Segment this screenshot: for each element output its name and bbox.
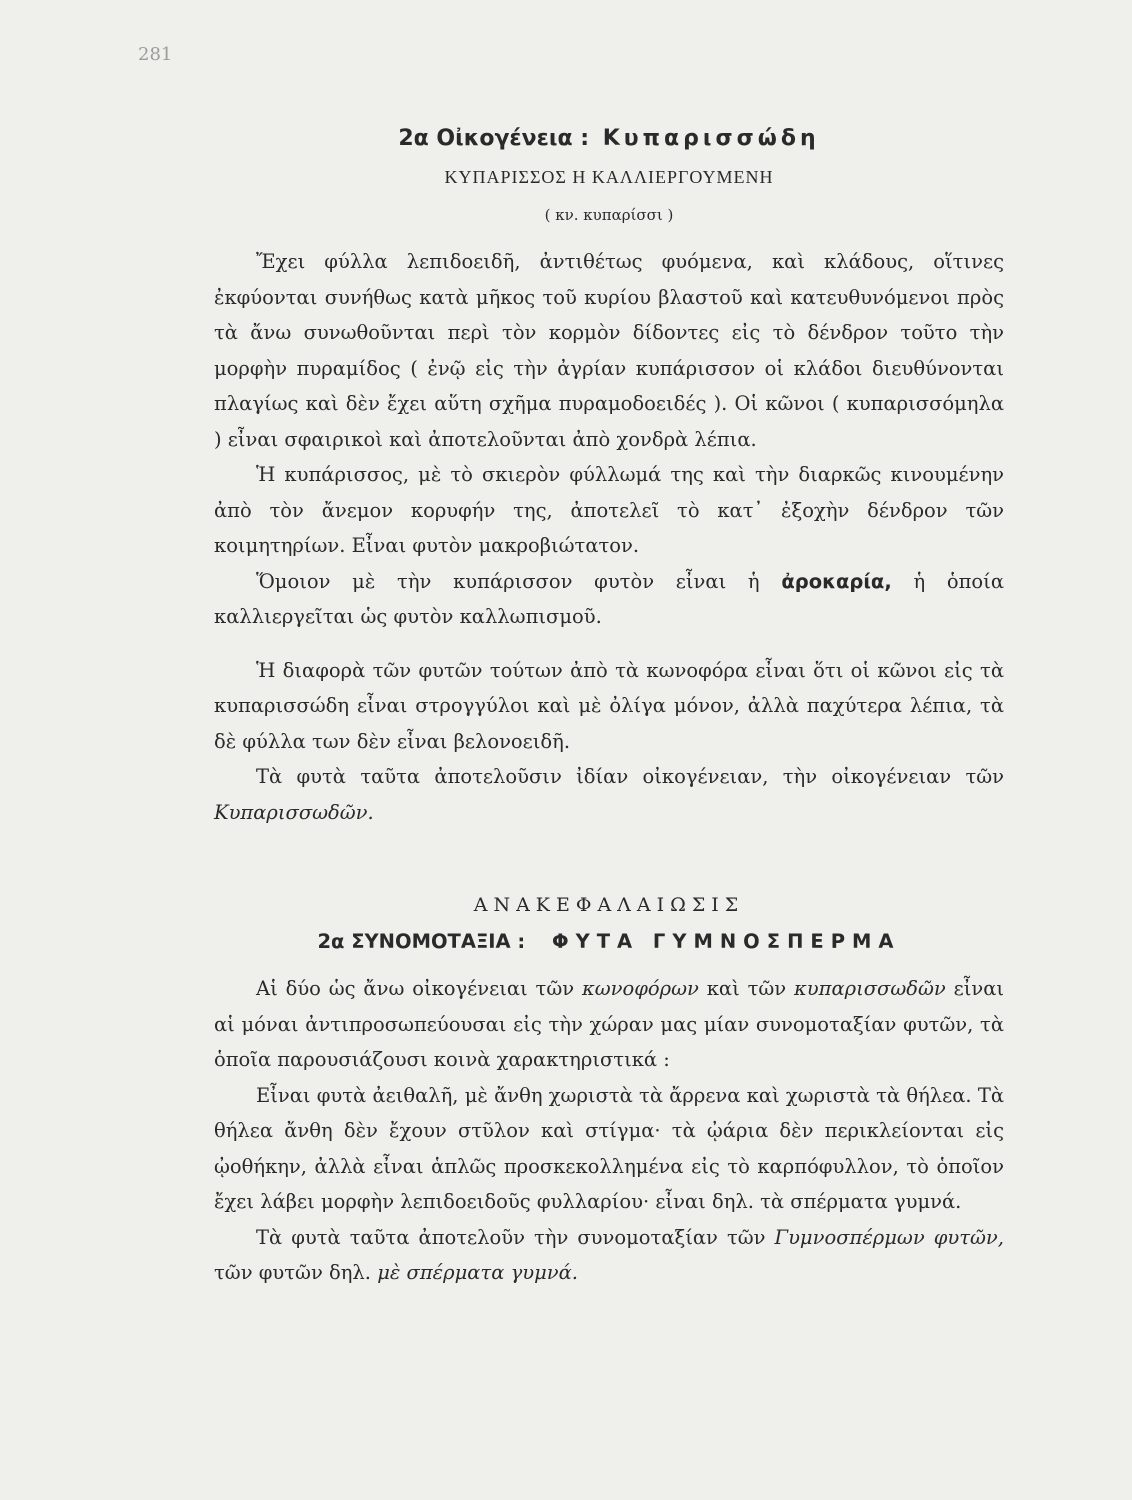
paragraph-family-name: [214, 759, 1004, 830]
p8-text-2: τῶν φυτῶν δηλ.: [214, 1261, 371, 1284]
p6-italic-cypresses: κυπαρισσωδῶν: [793, 977, 946, 1000]
summary-subheading-name: ΦΥΤΑ ΓΥΜΝΟΣΠΕΡΜΑ: [552, 930, 901, 953]
p6-text-2: καὶ τῶν: [706, 977, 787, 1000]
paragraph-description: Ἔχει φύλλα λεπιδοειδῆ, ἀντιθέτως φυόμενα, καὶ κλάδους, οἵτινες ἐκφύονται συνήθως κατὰ μῆκος τοῦ κυρίου βλαστοῦ καὶ κατευθυνόμενοι πρὸς τὰ ἄνω συνωθοῦνται περὶ τὸν κορμὸν δίδοντες εἰς τὸ δένδρον τοῦτο τὴν μορφὴν πυραμίδος ( ἐνῷ εἰς τὴν ἀγρίαν κυπάρισσον οἱ κλάδοι διευθύνονται πλαγίως καὶ δὲν ἔχει αὕτη σχῆμα πυραμοδοειδές ). Οἱ κῶνοι ( κυπαρισσόμηλα ) εἶναι σφαιρικοὶ καὶ ἀποτελοῦνται ἀπὸ χονδρὰ λέπια.: [214, 250, 1004, 451]
family-name-italic: Κυπαρισσωδῶν.: [214, 800, 374, 824]
p8-text-1: Τὰ φυτὰ ταῦτα ἀποτελοῦν τὴν συνομοταξίαν τῶν: [256, 1225, 766, 1249]
paragraph-difference: Ἡ διαφορὰ τῶν φυτῶν τούτων ἀπὸ τὰ κωνοφόρα εἶναι ὅτι οἱ κῶνοι εἰς τὰ κυπαρισσώδη εἶναι στρογγύλοι καὶ μὲ ὀλίγα μόνον, ἀλλὰ παχύτερα λέπια, τὰ δὲ φύλλα των δὲν εἶναι βελονοειδῆ.: [214, 658, 1004, 753]
family-heading-prefix: 2α Οἰκογένεια :: [398, 126, 590, 151]
paragraph-gymnosperms: [214, 1220, 1004, 1291]
common-name: ( κν. κυπαρίσσι ): [544, 206, 674, 224]
term-araucaria: ἀροκαρία,: [781, 569, 892, 593]
family-heading-name: Κυπαρισσώδη: [602, 126, 820, 151]
summary-subheading-prefix: 2α ΣΥΝΟΜΟΤΑΞΙΑ :: [317, 930, 526, 953]
paragraph-cemetery-tree: Ἡ κυπάρισσος, μὲ τὸ σκιερὸν φύλλωμά της καὶ τὴν διαρκῶς κινουμένην ἀπὸ τὸν ἄνεμον κορυφήν της, ἀποτελεῖ τὸ κατ᾽ ἐξοχὴν δένδρον τῶν κοιμητηρίων. Εἶναι φυτὸν μακροβιώτατον.: [214, 463, 1004, 557]
page-content: [214, 126, 1004, 1291]
paragraph-family-name-before: Τὰ φυτὰ ταῦτα ἀποτελοῦσιν ἰδίαν οἰκογένειαν, τὴν οἰκογένειαν τῶν: [256, 765, 1004, 788]
summary-subheading: [214, 930, 1004, 953]
p8-italic-gymnosperms: Γυμνοσπέρμων φυτῶν,: [774, 1225, 1004, 1249]
p6-text-1: Αἱ δύο ὡς ἄνω οἰκογένειαι τῶν: [256, 977, 575, 1000]
paragraph-araucaria: [214, 564, 1004, 635]
p8-italic-naked-seeds: μὲ σπέρματα γυμνά.: [377, 1261, 578, 1284]
family-heading: [214, 126, 1004, 151]
paragraph-araucaria-before: Ὅμοιον μὲ τὴν κυπάρισσον φυτὸν εἶναι ἡ: [256, 569, 760, 593]
p6-italic-conifers: κωνοφόρων: [581, 977, 699, 1000]
paragraph-characteristics: Εἶναι φυτὰ ἀειθαλῆ, μὲ ἄνθη χωριστὰ τὰ ἄρρενα καὶ χωριστὰ τὰ θήλεα. Τὰ θήλεα ἄνθη δὲν ἔχουν στῦλον καὶ στίγμα· τὰ ᾠάρια δὲν περικλείονται εἰς ᾠοθήκην, ἀλλὰ εἶναι ἁπλῶς προσκεκολλημένα εἰς τὸ καρπόφυλλον, τὸ ὁποῖον ἔχει λάβει μορφὴν λεπιδοειδοῦς φυλλαρίου· εἶναι δηλ. τὰ σπέρματα γυμνά.: [214, 1083, 1004, 1213]
paragraph-gymnosperm-families: [214, 971, 1004, 1078]
summary-heading: ΑΝΑΚΕΦΑΛΑΙΩΣΙΣ: [473, 894, 745, 916]
page-number: 281: [138, 44, 173, 65]
p6-text-3: εἶναι αἱ μόναι ἀντιπροσωπεύουσαι εἰς τὴν χώραν μας μίαν συνομοταξίαν φυτῶν, τὰ ὁποῖα παρουσιάζουσι κοινὰ χαρακτηριστικά :: [214, 977, 1005, 1071]
species-title: ΚΥΠΑΡΙΣΣΟΣ Η ΚΑΛΛΙΕΡΓΟΥΜΕΝΗ: [444, 167, 774, 187]
paragraph-araucaria-after: ἡ ὁποία καλλιεργεῖται ὡς φυτὸν καλλωπισμοῦ.: [214, 569, 1004, 628]
